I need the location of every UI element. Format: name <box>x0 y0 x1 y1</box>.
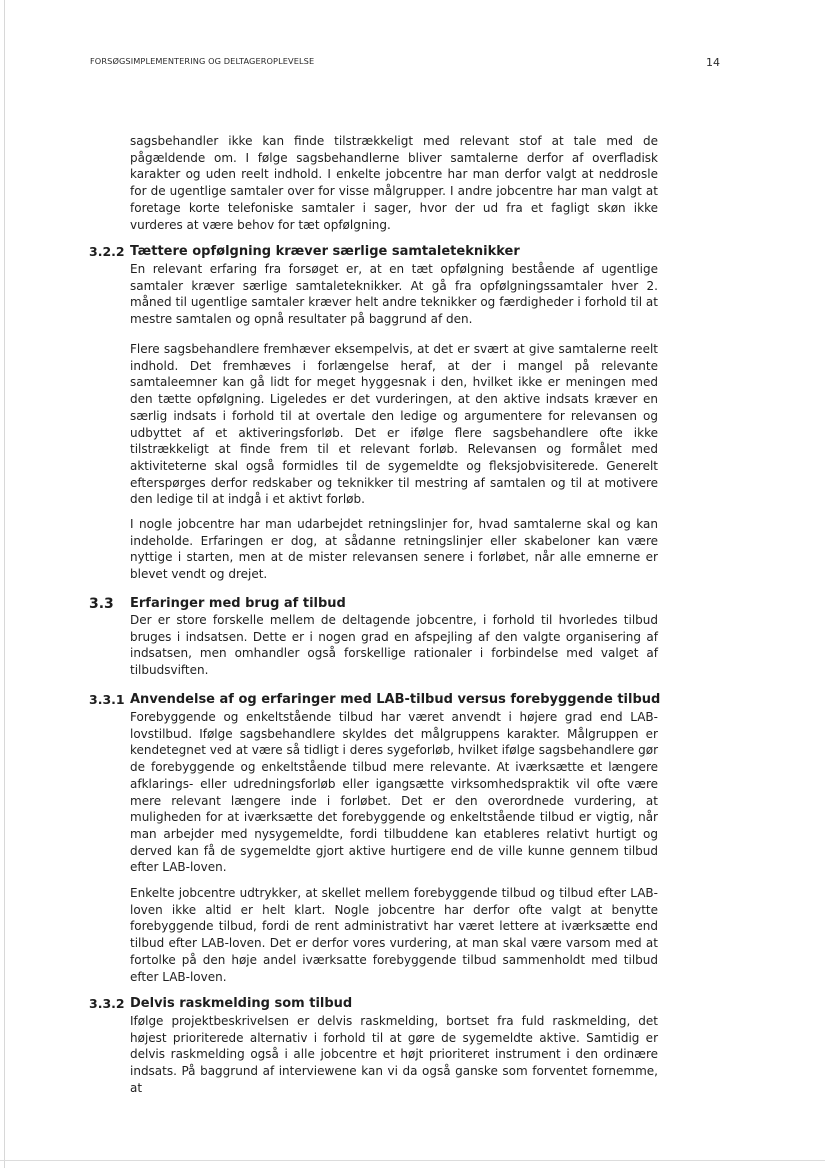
paragraph-text: Flere sagsbehandlere fremhæver eksempelvis, at det er svært at give samtalerne reelt indhold. Det fremhæves i forlængelse heraf, at der i mangel på relevante samtaleemner kan gå lidt for meget hyggesnak i den, hvilket ikke er meningen med den tætte opfølgning. Ligeledes er det vurderingen, at den aktive indsats kræver en særlig indsats i forhold til at overtale den ledige og argumentere for relevansen og udbyttet af et aktiveringsforløb. Det er ifølge flere sagsbehandlere ofte ikke tilstrækkeligt at finde frem til et relevant forløb. Relevansen og formålet med aktiviteterne skal også formidles til de sygemeldte og fleksjobvisiterede. Generelt efterspørges derfor redskaber og teknikker til mestring af samtalen og til at motivere den ledige til at indgå i et aktivt forløb. <box>130 342 658 507</box>
paragraph-2 <box>130 261 658 328</box>
paragraph-7 <box>130 885 658 985</box>
paragraph-5 <box>130 612 658 679</box>
section-number-3-2-2: 3.2.2 <box>89 244 125 259</box>
paragraph-4 <box>130 516 658 583</box>
paragraph-6 <box>130 709 658 876</box>
section-number-3-3-1: 3.3.1 <box>89 692 125 707</box>
section-heading-3-2-2: Tættere opfølgning kræver særlige samtaleteknikker <box>130 244 520 259</box>
paragraph-text: Forebyggende og enkeltstående tilbud har været anvendt i højere grad end LAB-lovstilbud. Ifølge sagsbehandlere skyldes det målgruppens karakter. Målgruppen er kendetegnet ved at være så tidligt i deres sygeforløb, hvilket ifølge sagsbehandlere gør de forebyggende og enkeltstående tilbud mere relevante. At iværksætte et længere afklarings- eller udredningsforløb eller igangsætte virksomhedspraktik vil ofte være mere relevant længere inde i forløbet. Det er den overordnede vurdering, at muligheden for at iværksætte det forebyggende og enkeltstående tilbud er vigtig, når man arbejder med nysygemeldte, fordi tilbuddene kan etableres relativt hurtigt og derved kan få de sygemeldte gjort aktive hurtigere end de ville kunne gennem tilbud efter LAB-loven. <box>130 710 658 875</box>
section-heading-3-3-2: Delvis raskmelding som tilbud <box>130 996 353 1011</box>
running-header: FORSØGSIMPLEMENTERING OG DELTAGEROPLEVELSE <box>90 56 315 66</box>
paragraph-text: En relevant erfaring fra forsøget er, at en tæt opfølgning bestående af ugentlige samtaler kræver særlige samtaleteknikker. At gå fra opfølgningssamtaler hver 2. måned til ugentlige samtaler kræver helt andre teknikker og færdigheder i forhold til at mestre samtalen og opnå resultater på baggrund af den. <box>130 262 658 327</box>
page-bottom-edge <box>0 1160 825 1161</box>
paragraph-text: sagsbehandler ikke kan finde tilstrækkeligt med relevant stof at tale med de pågældende om. I følge sagsbehandlerne bliver samtalerne derfor af overfladisk karakter og uden reelt indhold. I enkelte jobcentre har man derfor valgt at neddrosle for de ugentlige samtaler over for visse målgrupper. I andre jobcentre har man valgt at foretage korte telefoniske samtaler i sager, hvor der ud fra et fagligt skøn ikke vurderes at være behov for tæt opfølgning. <box>130 134 658 232</box>
paragraph-1 <box>130 133 658 233</box>
page-number: 14 <box>706 56 720 69</box>
page-edge <box>4 0 5 1168</box>
paragraph-8 <box>130 1013 658 1097</box>
section-heading-3-3: Erfaringer med brug af tilbud <box>130 596 346 611</box>
section-number-3-3-2: 3.3.2 <box>89 996 125 1011</box>
section-number-3-3: 3.3 <box>89 596 114 612</box>
paragraph-text: I nogle jobcentre har man udarbejdet retningslinjer for, hvad samtalerne skal og kan indeholde. Erfaringen er dog, at sådanne retningslinjer eller skabeloner kan være nyttige i starten, men at de mister relevansen senere i forløbet, når alle emnerne er blevet vendt og drejet. <box>130 517 658 582</box>
paragraph-3 <box>130 341 658 508</box>
paragraph-text: Der er store forskelle mellem de deltagende jobcentre, i forhold til hvorledes tilbud bruges i indsatsen. Dette er i nogen grad en afspejling af den valgte organisering af indsatsen, men omhandler også forskellige rationaler i forbindelse med valget af tilbudsviften. <box>130 613 658 678</box>
paragraph-text: Ifølge projektbeskrivelsen er delvis raskmelding, bortset fra fuld raskmelding, det højest prioriterede alternativ i forhold til at gøre de sygemeldte aktive. Samtidig er delvis raskmelding også i alle jobcentre et højt prioriteret instrument i den ordinære indsats. På baggrund af interviewene kan vi da også ganske som forventet fornemme, at <box>130 1014 658 1095</box>
paragraph-text: Enkelte jobcentre udtrykker, at skellet mellem forebyggende tilbud og tilbud efter LAB-loven ikke altid er helt klart. Nogle jobcentre har derfor ofte valgt at benytte forebyggende tilbud, fordi de rent administrativt har været lettere at iværksætte end tilbud efter LAB-loven. Det er derfor vores vurdering, at man skal være varsom med at fortolke på den høje andel iværksatte forebyggende tilbud sammenholdt med tilbud efter LAB-loven. <box>130 886 658 984</box>
section-heading-3-3-1: Anvendelse af og erfaringer med LAB-tilbud versus forebyggende tilbud <box>130 692 661 707</box>
